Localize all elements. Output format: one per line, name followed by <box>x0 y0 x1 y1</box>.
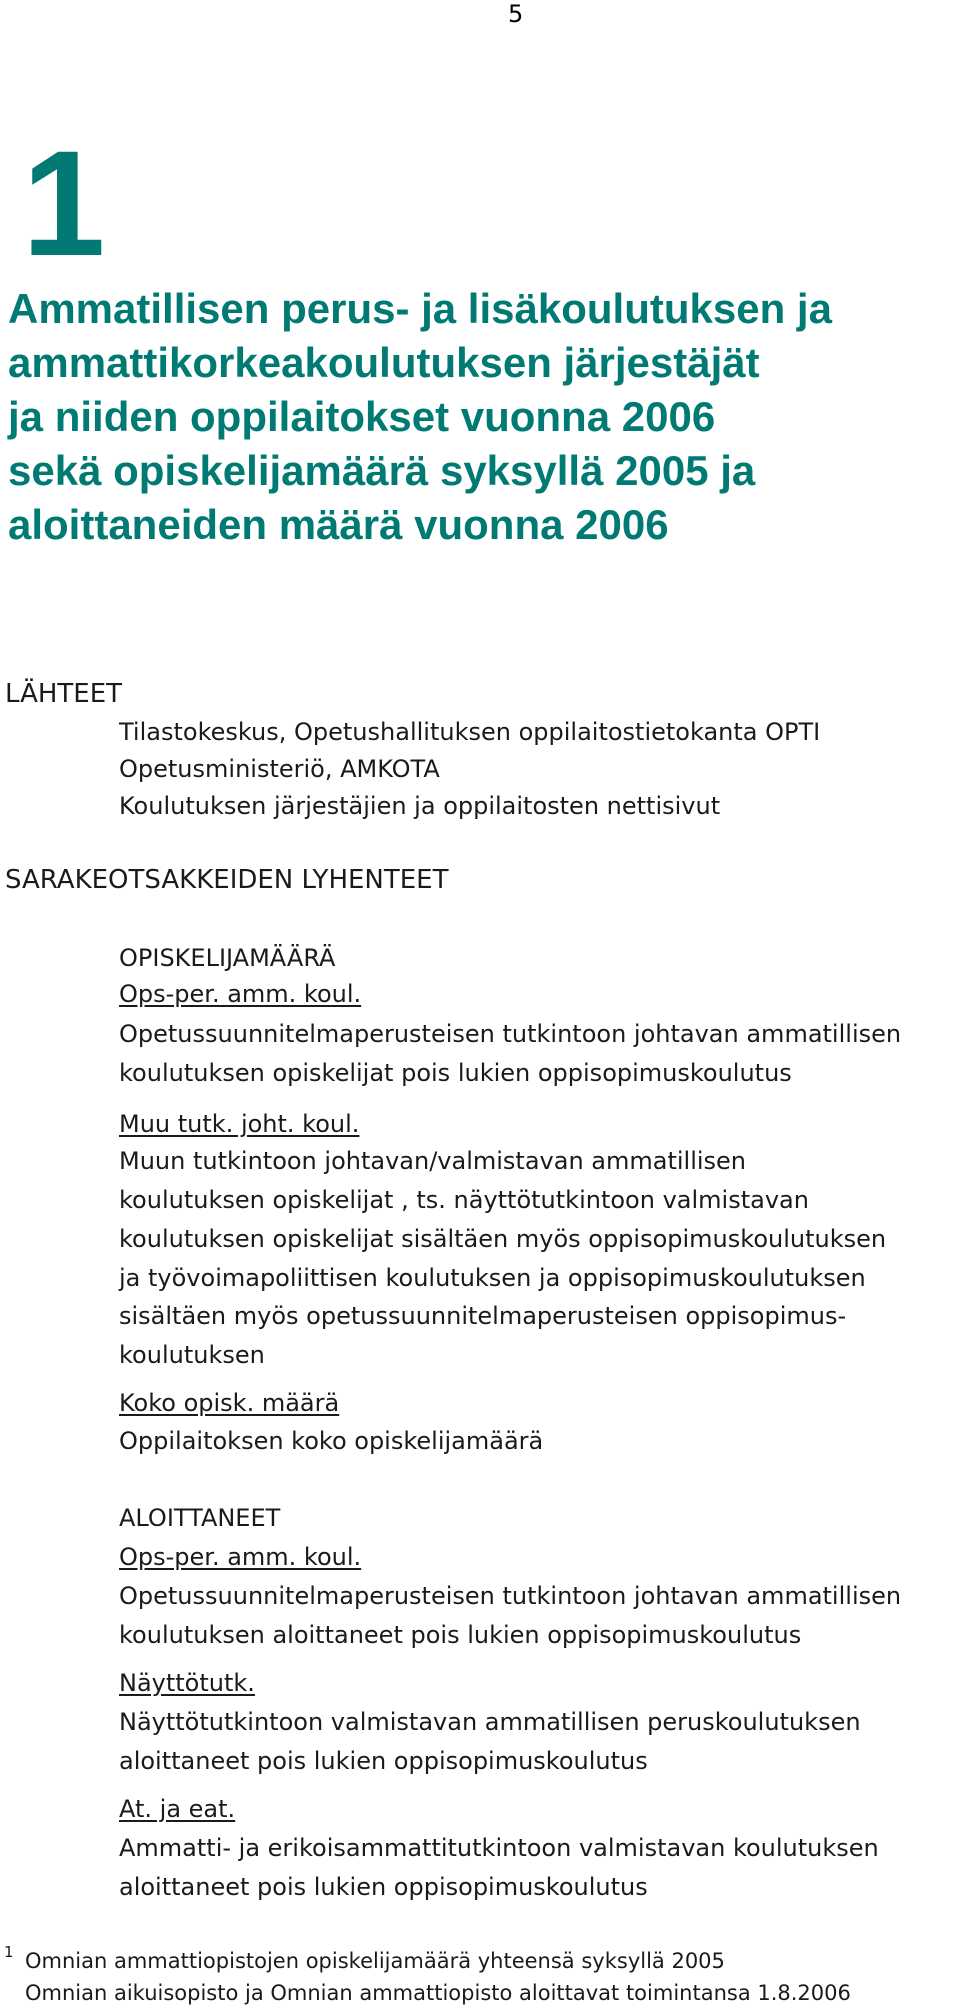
at-eat-term: At. ja eat. <box>119 1795 236 1823</box>
muu-tutk-term: Muu tutk. joht. koul. <box>119 1110 360 1138</box>
ops-per-desc: Opetussuunnitelmaperusteisen tutkintoon johtavan ammatillisen <box>119 1582 902 1610</box>
title-line: ammattikorkeakoulutuksen järjestäjät <box>8 339 760 386</box>
page-number: 5 <box>508 0 524 28</box>
nayttotutk-desc: aloittaneet pois lukien oppisopimuskoulutus <box>119 1747 648 1775</box>
aloittaneet-label: ALOITTANEET <box>119 1504 281 1532</box>
koko-opisk-desc: Oppilaitoksen koko opiskelijamäärä <box>119 1427 544 1455</box>
source-item: Opetusministeriö, AMKOTA <box>119 755 440 783</box>
muu-tutk-desc: koulutuksen <box>119 1341 265 1369</box>
footnote-line: Omnian aikuisopisto ja Omnian ammattiopisto aloittavat toimintansa 1.8.2006 <box>25 1981 851 2005</box>
abbreviations-heading: SARAKEOTSAKKEIDEN LYHENTEET <box>5 865 449 895</box>
chapter-number: 1 <box>22 119 96 287</box>
title-line: Ammatillisen perus- ja lisäkoulutuksen ja <box>8 285 832 332</box>
source-item: Koulutuksen järjestäjien ja oppilaitosten nettisivut <box>119 792 721 820</box>
title-line: aloittaneiden määrä vuonna 2006 <box>8 501 669 548</box>
ops-per-desc: Opetussuunnitelmaperusteisen tutkintoon johtavan ammatillisen <box>119 1020 902 1048</box>
nayttotutk-term: Näyttötutk. <box>119 1669 255 1697</box>
nayttotutk-desc: Näyttötutkintoon valmistavan ammatillisen peruskoulutuksen <box>119 1708 861 1736</box>
muu-tutk-desc: koulutuksen opiskelijat sisältäen myös oppisopimuskoulutuksen <box>119 1225 887 1253</box>
footnote-marker: 1 <box>4 1943 14 1961</box>
title-line: sekä opiskelijamäärä syksyllä 2005 ja <box>8 447 756 494</box>
at-eat-desc: aloittaneet pois lukien oppisopimuskoulutus <box>119 1873 648 1901</box>
ops-per-desc: koulutuksen opiskelijat pois lukien oppisopimuskoulutus <box>119 1059 792 1087</box>
ops-per-desc: koulutuksen aloittaneet pois lukien oppisopimuskoulutus <box>119 1621 802 1649</box>
ops-per-term: Ops-per. amm. koul. <box>119 980 362 1008</box>
title-line: ja niiden oppilaitokset vuonna 2006 <box>8 393 716 440</box>
muu-tutk-desc: Muun tutkintoon johtavan/valmistavan ammatillisen <box>119 1147 747 1175</box>
sources-heading: LÄHTEET <box>5 679 123 709</box>
koko-opisk-term: Koko opisk. määrä <box>119 1389 340 1417</box>
muu-tutk-desc: ja työvoimapoliittisen koulutuksen ja oppisopimuskoulutuksen <box>119 1264 866 1292</box>
muu-tutk-desc: koulutuksen opiskelijat , ts. näyttötutkintoon valmistavan <box>119 1186 809 1214</box>
footnote-line: Omnian ammattiopistojen opiskelijamäärä yhteensä syksyllä 2005 <box>25 1949 725 1973</box>
at-eat-desc: Ammatti- ja erikoisammattitutkintoon valmistavan koulutuksen <box>119 1834 879 1862</box>
source-item: Tilastokeskus, Opetushallituksen oppilaitostietokanta OPTI <box>119 718 821 746</box>
chapter-title <box>8 282 958 552</box>
muu-tutk-desc: sisältäen myös opetussuunnitelmaperusteisen oppisopimus- <box>119 1302 847 1330</box>
opiskelijamaara-label: OPISKELIJAMÄÄRÄ <box>119 944 336 972</box>
ops-per-term: Ops-per. amm. koul. <box>119 1543 362 1571</box>
